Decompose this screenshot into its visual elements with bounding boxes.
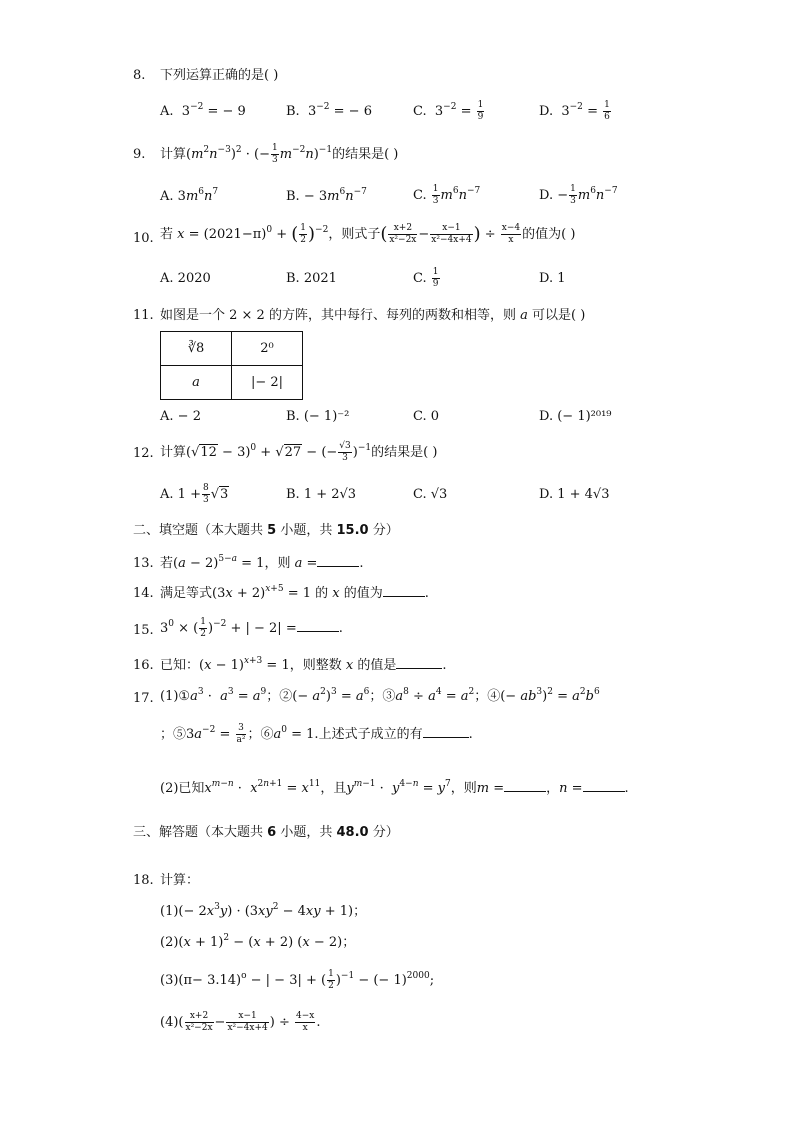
option-label: B. [286,409,300,424]
option-label: D. [539,409,554,424]
q12-option-d[interactable] [539,488,610,501]
option-label: A. [160,409,174,424]
answer-blank[interactable] [317,555,359,567]
q11-matrix [160,331,303,400]
stem-text: 计算 [160,147,187,162]
option-label: D. [539,271,554,286]
option-text: 2021 [303,271,337,286]
q10-option-b[interactable] [286,272,337,285]
base: 3 [181,104,191,119]
q11-number: 11. [133,308,154,323]
option-label: A. [160,104,174,119]
option-text: 2020 [177,271,211,286]
q12-option-c[interactable] [413,488,447,501]
q18-item-3: $(3)(\pi- 3.14)^o$ − | − 3| + ( $\frac{1}{2}$ )$^{-1}$ − (− 1)$^{2000}$; [160,969,435,991]
q11-option-a[interactable] [160,410,201,423]
rhs: = [587,104,598,119]
q8-option-c[interactable] [413,101,485,122]
q12-option-b[interactable] [286,488,356,501]
q9-stem: 计算$(m^2n^{-3})^2$ · (− $\frac{1}{3}$ $m^{-2}n)^{-1}$的结果是( ) [160,143,399,165]
q11-option-c[interactable] [413,410,439,423]
option-text: 1 + 2√3 [303,487,357,502]
q9-option-d[interactable]: D. − $\frac{1}{3}$ $m^6n^{-7}$ [539,184,618,206]
option-text: 1 [557,271,566,286]
fraction: $\frac{1}{9}$ [477,100,484,122]
option-text: 1 + [177,487,201,502]
q10-option-a[interactable] [160,272,211,285]
option-text: 1 + 4√3 [557,487,610,502]
rhs: = [460,104,472,119]
option-label: C. [413,271,427,286]
q14-number: 14. [133,586,154,601]
answer-blank[interactable] [396,657,442,669]
rhs: = − 6 [333,104,372,119]
q17-number: 17. [133,691,154,706]
q18-item-1: $(1)(- 2x^3y) \cdot (3xy^2 - 4xy + 1)$； [160,902,367,919]
q9-option-a[interactable]: A. $3m^6n^7$ [160,187,219,204]
answer-blank[interactable] [423,726,469,738]
option-text: − 2 [177,409,201,424]
option-label: C. [413,487,427,502]
exponent: −2 [569,102,583,112]
option-label: B. [286,487,300,502]
q16-number: 16. [133,658,154,673]
q16-stem: 已知：$(x - 1)^{x+3} = 1$，则整数 x 的值是 . [160,656,447,673]
base: 3 [561,104,570,119]
stem-text: 若 [160,227,174,242]
option-label: B. [286,189,300,204]
option-text: √3 [430,487,448,502]
answer-blank[interactable] [297,620,339,632]
q15-stem: $3^0$ × ( $\frac{1}{2}$ )$^{-2}$ + | − 2| = . [160,617,343,639]
section-heading-fill-in: 二、填空题（本大题共 5 小题，共 15.0 分） [133,523,399,538]
option-label: C. [413,409,427,424]
q17-line1: $(1)①a^3 \cdot a^3 = a^9$；②(− $a^2)^3 = a^6$；$③a^8 \div a^4 = a^2$；④(− $ab^3)^2 = a^2b^6$ [160,687,600,704]
option-label: C. [413,188,427,203]
exponent: −2 [190,102,204,112]
q17-line3: (2)已知$x^{m-n} \cdot x^{2n+1} = x^{11}$，且$y^{m-1} \cdot y^{4-n} = y^7$，则m = ，n = . [160,779,629,796]
q9-number: 9. [133,147,146,162]
base: 3 [434,104,444,119]
stem-text: 计算 [160,445,187,460]
q9-option-b[interactable]: B. − $3m^6n^{-7}$ [286,187,367,204]
answer-blank[interactable] [383,585,425,597]
q12-option-a[interactable]: A. 1 + $\frac{8}{3}$ √3 [160,483,229,505]
q9-option-c[interactable]: C. $\frac{1}{3}$ $m^6n^{-7}$ [413,184,481,206]
q18-number: 18. [133,873,154,888]
answer-blank-n[interactable] [583,780,625,792]
stem-text: ，则式子 [328,227,381,242]
matrix-cell: 2⁰ [232,332,303,366]
q13-stem: 若$(a - 2)^{5-a} = 1$，则 a = . [160,554,364,571]
q8-option-b[interactable] [286,102,372,119]
option-label: D. [539,188,554,203]
exponent: −2 [443,102,457,112]
q12-number: 12. [133,446,154,461]
q11-option-b[interactable] [286,410,349,423]
option-label: D. [539,487,554,502]
q8-option-d[interactable] [539,101,612,122]
option-label: A. [160,189,174,204]
q14-stem: 满足等式$(3x + 2)^{x+5} = 1$ 的 x 的值为 . [160,584,429,601]
q10-stem: 若 $x = (2021-\pi)^0$ + ( $\frac{1}{2}$ )$^{-2}$，则式子( $\frac{x+2}{\text{x²−2x}}$ − $\frac{x-1}{\text{x²−4x+4}}$ ) ÷ $\frac{x-4}{x}$ 的值为( ) [160,223,576,245]
matrix-cell: a [161,366,232,400]
option-label: A. [160,487,174,502]
option-label: C. [413,104,427,119]
option-text: (− 1)⁻² [303,409,350,424]
fraction: $\frac{1}{9}$ [432,267,439,289]
option-label: B. [286,104,300,119]
matrix-cell: ∛8 [161,332,232,366]
q11-option-d[interactable] [539,410,612,423]
q8-option-a[interactable] [160,102,246,119]
matrix-cell: |− 2| [232,366,303,400]
stem-text: 如图是一个 2 × 2 的方阵，其中每行、每列的两数和相等，则 [160,308,516,323]
stem-text: 的结果是( ) [332,147,399,162]
q18-stem: 计算： [160,873,200,888]
option-label: D. [539,104,554,119]
base: 3 [307,104,317,119]
q10-number: 10. [133,231,154,246]
option-label: A. [160,271,174,286]
q10-option-d[interactable] [539,272,566,285]
rhs: = − 9 [207,104,246,119]
q11-stem [160,309,585,322]
stem-text: 可以是( ) [532,308,586,323]
section-heading-solve: 三、解答题（本大题共 6 小题，共 48.0 分） [133,825,399,840]
variable: a [520,308,528,323]
q15-number: 15. [133,623,154,638]
q12-stem: 计算$(√12 - 3)^0 + √27$ − (− $\frac{√3}{3}$ )$^{-1}$的结果是( ) [160,441,438,463]
stem-text: 的结果是( ) [371,445,438,460]
q18-item-2: $(2)(x + 1)^2 - (x + 2)$ (x − 2)； [160,933,356,950]
q17-line2: ；$⑤3a^{-2}$ = $\frac{3}{\text{a²}}$ ；$⑥a^0 = 1$.上述式子成立的有 . [160,723,473,745]
q8-number: 8. [133,68,146,83]
option-label: B. [286,271,300,286]
q8-stem: 下列运算正确的是( ) [160,68,279,83]
option-text: (− 1)²⁰¹⁹ [557,409,612,424]
q18-item-4: (4)( $\frac{x+2}{\text{x²−2x}}$ − $\frac{x-1}{\text{x²−4x+4}}$ ) ÷ $\frac{4-x}{x}$ . [160,1011,321,1033]
answer-blank-m[interactable] [504,780,546,792]
q13-number: 13. [133,556,154,571]
option-text: 0 [430,409,440,424]
exponent: −2 [316,102,330,112]
fraction: $\frac{1}{6}$ [604,100,610,122]
q10-option-c[interactable] [413,268,441,289]
stem-text: 的值为( ) [522,227,576,242]
